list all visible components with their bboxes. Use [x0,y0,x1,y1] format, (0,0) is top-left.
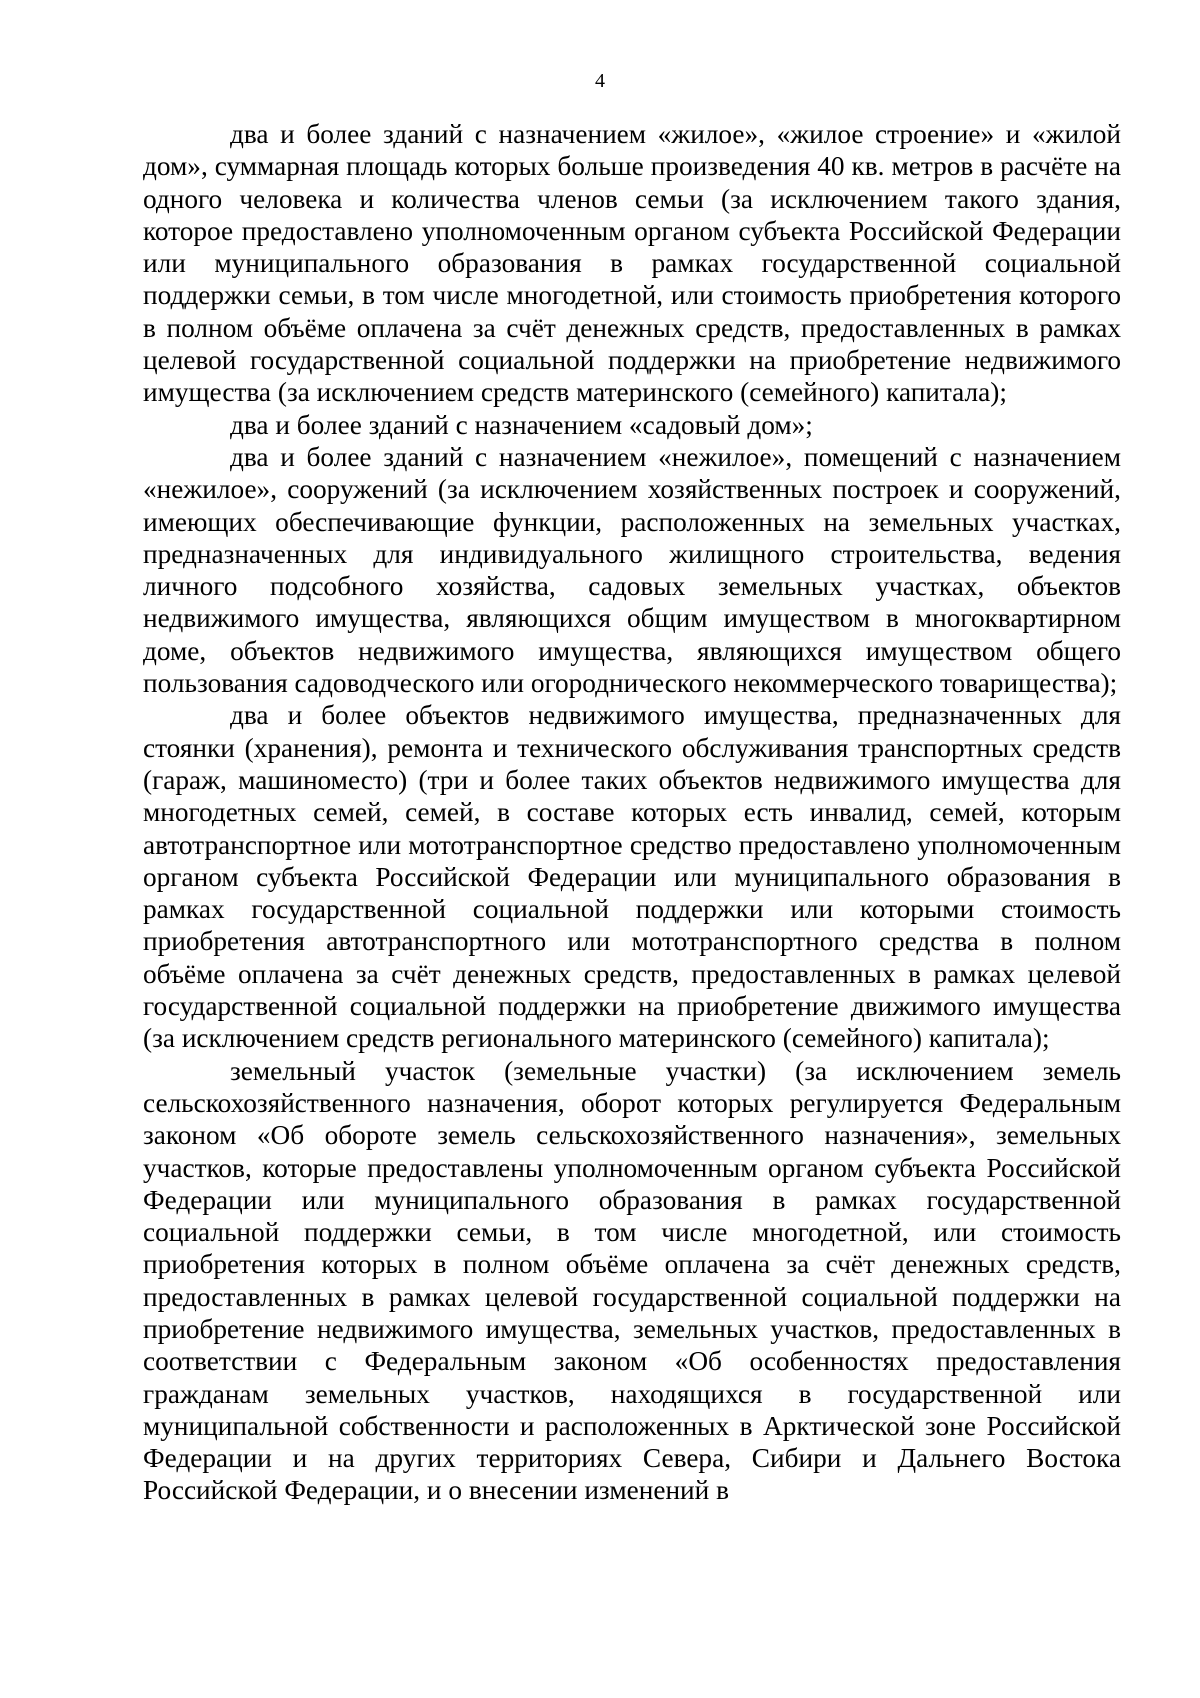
paragraph-land-plot: земельный участок (земельные участки) (за исключением земель сельскохозяйственного назначения, оборот которых регулируется Федеральным законом «Об обороте земель сельскохозяйственного назначения», земельных участков, которые предоставлены уполномоченным органом субъекта Российской Федерации или муниципального образования в рамках государственной социальной поддержки семьи, в том числе многодетной, или стоимость приобретения которых в полном объёме оплачена за счёт денежных средств, предоставленных в рамках целевой государственной социальной поддержки на приобретение недвижимого имущества, земельных участков, предоставленных в соответствии с Федеральным законом «Об особенностях предоставления гражданам земельных участков, находящихся в государственной или муниципальной собственности и расположенных в Арктической зоне Российской Федерации и на других территориях Севера, Сибири и Дальнего Востока Российской Федерации, и о внесении изменений в [143,1055,1121,1506]
paragraph-non-residential-buildings: два и более зданий с назначением «нежилое», помещений с назначением «нежилое», сооружений (за исключением хозяйственных построек и сооружений, имеющих обеспечивающие функции, расположенных на земельных участках, предназначенных для индивидуального жилищного строительства, ведения личного подсобного хозяйства, садовых земельных участках, объектов недвижимого имущества, являющихся общим имуществом в многоквартирном доме, объектов недвижимого имущества, являющихся имуществом общего пользования садоводческого или огороднического некоммерческого товарищества); [143,441,1121,699]
document-body [143,118,1121,1507]
paragraph-residential-buildings: два и более зданий с назначением «жилое», «жилое строение» и «жилой дом», суммарная площадь которых больше произведения 40 кв. метров в расчёте на одного человека и количества членов семьи (за исключением такого здания, которое предоставлено уполномоченным органом субъекта Российской Федерации или муниципального образования в рамках государственной социальной поддержки семьи, в том числе многодетной, или стоимость приобретения которого в полном объёме оплачена за счёт денежных средств, предоставленных в рамках целевой государственной социальной поддержки на приобретение недвижимого имущества (за исключением средств материнского (семейного) капитала); [143,119,1121,408]
paragraph-garden-house: два и более зданий с назначением «садовый дом»; [230,409,813,440]
page-number: 4 [595,70,605,92]
paragraph-parking-objects: два и более объектов недвижимого имущества, предназначенных для стоянки (хранения), ремонта и технического обслуживания транспортных средств (гараж, машиноместо) (три и более таких объектов недвижимого имущества для многодетных семей, семей, в составе которых есть инвалид, семей, которым автотранспортное или мототранспортное средство предоставлено уполномоченным органом субъекта Российской Федерации или муниципального образования в рамках государственной социальной поддержки или которыми стоимость приобретения автотранспортного или мототранспортного средства в полном объёме оплачена за счёт денежных средств, предоставленных в рамках целевой государственной социальной поддержки на приобретение движимого имущества (за исключением средств регионального материнского (семейного) капитала); [143,700,1121,1054]
